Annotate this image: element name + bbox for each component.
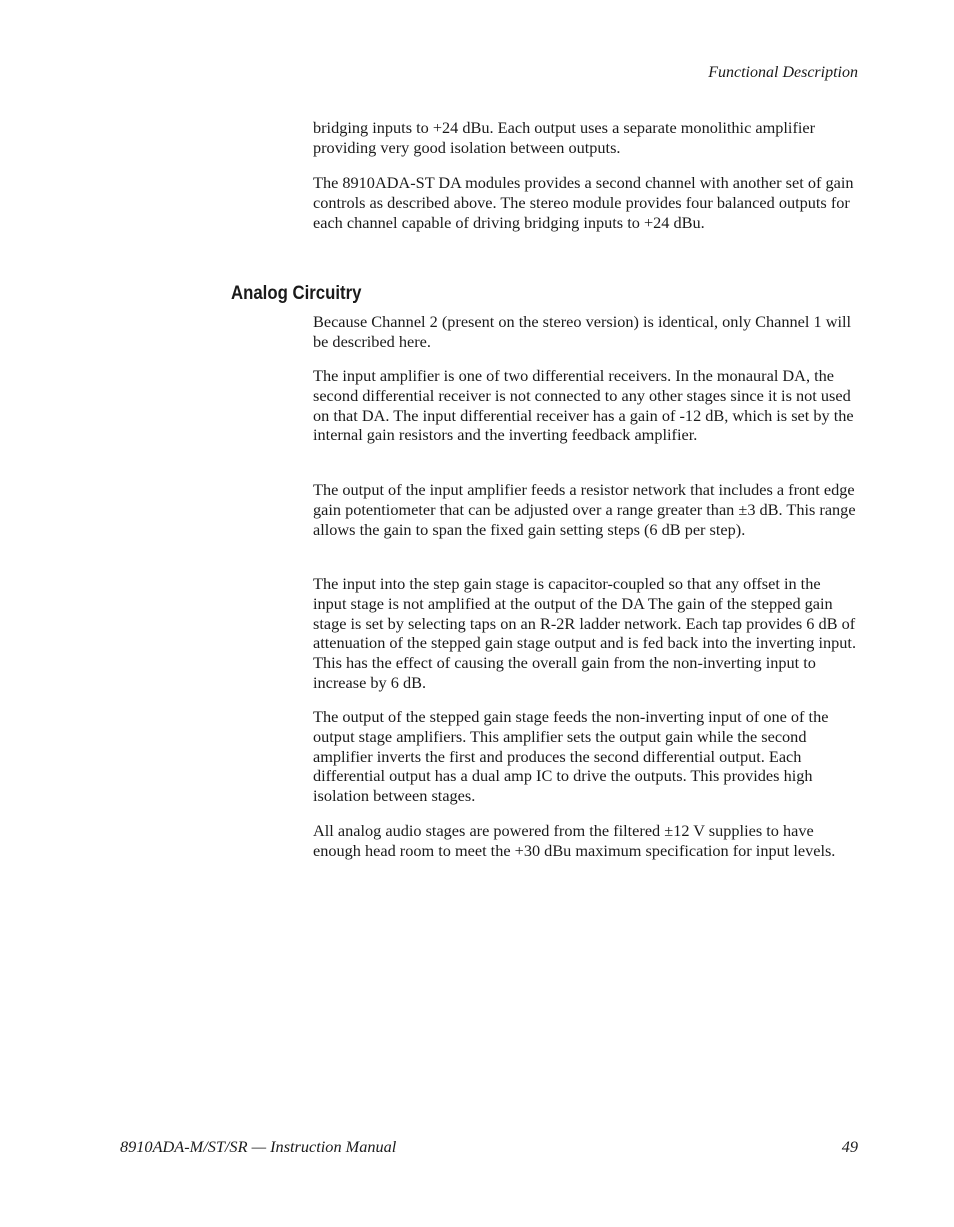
paragraph-stereo-module: The 8910ADA-ST DA modules provides a second channel with another set of gain controls as described above. The stereo module provides four balanced outputs for each channel capable of driving bridging inputs to +24 dBu. [313, 173, 854, 232]
running-header: Functional Description [708, 64, 858, 81]
paragraph-resistor-network: The output of the input amplifier feeds a resistor network that includes a front edge gain potentiometer that can be adjusted over a range greater than ±3 dB. This range allows the gain to span the fixed gain setting steps (6 dB per step). [313, 480, 856, 539]
paragraph-step-gain-stage: The input into the step gain stage is capacitor-coupled so that any offset in the input stage is not amplified at the output of the DA The gain of the stepped gain stage is set by selecting taps on an R-2R ladder network. Each tap provides 6 dB of attenuation of the stepped gain stage output and is fed back into the inverting input. This has the effect of causing the overall gain from the non-inverting input to increase by 6 dB. [313, 574, 857, 692]
paragraph-output-bridging: bridging inputs to +24 dBu. Each output uses a separate monolithic amplifier providing very good isolation between outputs. [313, 118, 816, 157]
paragraph-input-amplifier: The input amplifier is one of two differential receivers. In the monaural DA, the second differential receiver is not connected to any other stages since it is not used on that DA. The input differential receiver has a gain of -12 dB, which is set by the internal gain resistors and the inverting feedback amplifier. [313, 366, 854, 445]
section-heading-analog-circuitry: Analog Circuitry [231, 282, 362, 304]
footer-manual-title: 8910ADA-M/ST/SR — Instruction Manual [120, 1137, 397, 1156]
paragraph-power-supplies: All analog audio stages are powered from the filtered ±12 V supplies to have enough head room to meet the +30 dBu maximum specification for input levels. [313, 821, 836, 860]
footer-page-number: 49 [841, 1137, 858, 1156]
paragraph-channel-2: Because Channel 2 (present on the stereo version) is identical, only Channel 1 will be described here. [313, 312, 852, 351]
paragraph-output-stage: The output of the stepped gain stage feeds the non-inverting input of one of the output stage amplifiers. This amplifier sets the output gain while the second amplifier inverts the first and produces the second differential output. Each differential output has a dual amp IC to drive the outputs. This provides high isolation between stages. [313, 707, 829, 806]
